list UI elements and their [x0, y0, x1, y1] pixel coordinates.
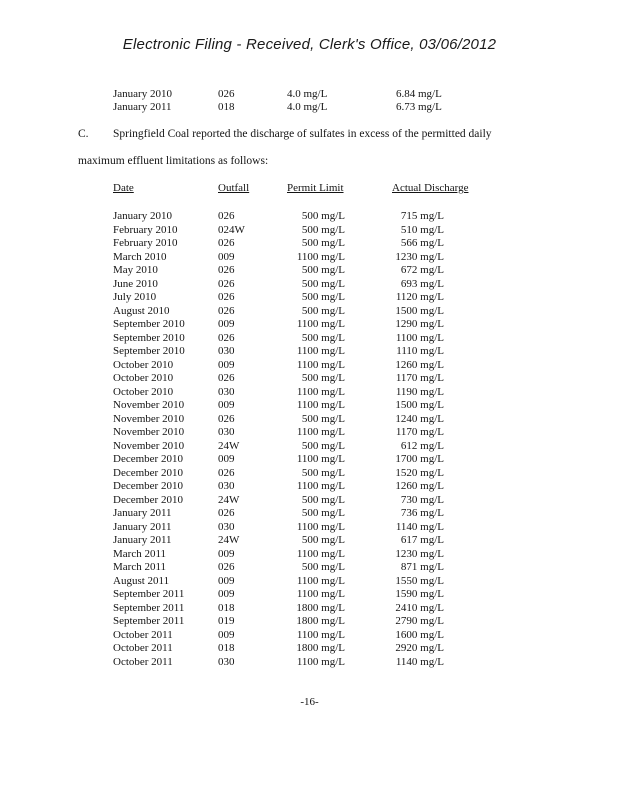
table-cell-actual: 1550 mg/L: [395, 575, 444, 587]
table-cell-outfall: 026: [218, 305, 235, 317]
table-cell-limit: 1100 mg/L: [296, 426, 345, 438]
table-cell-outfall: 009: [218, 548, 235, 560]
table-cell-actual: 693 mg/L: [400, 278, 444, 290]
table-cell-date: March 2010: [113, 251, 167, 263]
table-cell-date: February 2010: [113, 224, 178, 236]
table-cell-limit: 1100 mg/L: [296, 359, 345, 371]
table-cell-outfall: 009: [218, 453, 235, 465]
table-cell-limit: 500 mg/L: [301, 264, 345, 276]
table-cell-date: September 2010: [113, 345, 185, 357]
table-cell-limit: 500 mg/L: [301, 305, 345, 317]
table-cell-date: January 2010: [113, 88, 172, 100]
table-cell-limit: 4.0 mg/L: [287, 88, 328, 100]
table-cell-limit: 1100 mg/L: [296, 386, 345, 398]
table-cell-actual: 1110 mg/L: [396, 345, 444, 357]
table-cell-actual: 1140 mg/L: [395, 521, 444, 533]
table-cell-date: October 2010: [113, 359, 174, 371]
table-cell-actual: 736 mg/L: [400, 507, 444, 519]
column-header-limit: Permit Limit: [287, 182, 344, 194]
table-cell-date: March 2011: [113, 561, 167, 573]
table-cell-date: November 2010: [113, 440, 185, 452]
table-cell-outfall: 009: [218, 251, 235, 263]
table-cell-date: September 2011: [113, 588, 185, 600]
table-cell-outfall: 030: [218, 656, 235, 668]
table-cell-outfall: 026: [218, 467, 235, 479]
table-cell-actual: 1120 mg/L: [395, 291, 444, 303]
table-cell-actual: 672 mg/L: [400, 264, 444, 276]
table-cell-actual: 1260 mg/L: [395, 480, 444, 492]
table-cell-outfall: 030: [218, 480, 235, 492]
table-cell-limit: 500 mg/L: [301, 291, 345, 303]
table-cell-limit: 1100 mg/L: [296, 588, 345, 600]
table-cell-actual: 1500 mg/L: [395, 305, 444, 317]
table-cell-limit: 4.0 mg/L: [287, 101, 328, 113]
table-cell-limit: 500 mg/L: [301, 534, 345, 546]
table-cell-actual: 1100 mg/L: [395, 332, 444, 344]
column-header-date: Date: [113, 182, 134, 194]
table-cell-date: December 2010: [113, 467, 183, 479]
table-cell-limit: 1100 mg/L: [296, 251, 345, 263]
table-cell-date: January 2011: [113, 521, 172, 533]
table-cell-actual: 1700 mg/L: [395, 453, 444, 465]
table-cell-actual: 1190 mg/L: [395, 386, 444, 398]
column-header-actual: Actual Discharge: [392, 182, 469, 194]
table-cell-date: October 2011: [113, 642, 173, 654]
table-cell-actual: 1290 mg/L: [395, 318, 444, 330]
table-cell-limit: 1100 mg/L: [296, 480, 345, 492]
table-cell-actual: 6.84 mg/L: [396, 88, 442, 100]
paragraph-label: C.: [78, 128, 89, 140]
table-cell-outfall: 026: [218, 372, 235, 384]
table-cell-outfall: 026: [218, 291, 235, 303]
table-cell-outfall: 018: [218, 602, 235, 614]
table-cell-outfall: 24W: [218, 534, 240, 546]
table-cell-outfall: 018: [218, 101, 235, 113]
table-cell-limit: 500 mg/L: [301, 224, 345, 236]
table-cell-actual: 2920 mg/L: [395, 642, 444, 654]
table-cell-limit: 1100 mg/L: [296, 453, 345, 465]
table-cell-outfall: 026: [218, 237, 235, 249]
table-cell-date: May 2010: [113, 264, 158, 276]
table-cell-limit: 1100 mg/L: [296, 548, 345, 560]
table-cell-limit: 1800 mg/L: [296, 642, 345, 654]
table-cell-actual: 1170 mg/L: [395, 372, 444, 384]
table-cell-outfall: 030: [218, 386, 235, 398]
table-cell-outfall: 24W: [218, 440, 240, 452]
table-cell-date: August 2010: [113, 305, 170, 317]
table-cell-limit: 1100 mg/L: [296, 345, 345, 357]
table-cell-outfall: 026: [218, 507, 235, 519]
table-cell-outfall: 026: [218, 561, 235, 573]
table-cell-limit: 500 mg/L: [301, 467, 345, 479]
table-cell-outfall: 030: [218, 521, 235, 533]
table-cell-outfall: 24W: [218, 494, 240, 506]
table-cell-actual: 1520 mg/L: [395, 467, 444, 479]
table-cell-outfall: 030: [218, 426, 235, 438]
table-cell-date: September 2011: [113, 602, 185, 614]
table-cell-outfall: 009: [218, 399, 235, 411]
table-cell-outfall: 018: [218, 642, 235, 654]
table-cell-actual: 1600 mg/L: [395, 629, 444, 641]
table-cell-actual: 871 mg/L: [400, 561, 444, 573]
table-cell-limit: 1100 mg/L: [296, 399, 345, 411]
table-cell-actual: 1260 mg/L: [395, 359, 444, 371]
table-cell-actual: 1590 mg/L: [395, 588, 444, 600]
table-cell-outfall: 009: [218, 318, 235, 330]
table-cell-limit: 1100 mg/L: [296, 656, 345, 668]
table-cell-limit: 500 mg/L: [301, 494, 345, 506]
table-cell-date: September 2011: [113, 615, 185, 627]
table-cell-actual: 1230 mg/L: [395, 251, 444, 263]
table-cell-limit: 500 mg/L: [301, 278, 345, 290]
table-cell-limit: 500 mg/L: [301, 440, 345, 452]
page-number: -16-: [300, 696, 319, 708]
table-cell-date: October 2011: [113, 656, 173, 668]
table-cell-actual: 730 mg/L: [400, 494, 444, 506]
table-cell-limit: 500 mg/L: [301, 332, 345, 344]
table-cell-date: October 2010: [113, 372, 174, 384]
table-cell-actual: 566 mg/L: [400, 237, 444, 249]
paragraph-line-2: maximum effluent limitations as follows:: [78, 155, 269, 167]
table-cell-outfall: 030: [218, 345, 235, 357]
table-cell-outfall: 026: [218, 210, 235, 222]
table-cell-outfall: 026: [218, 278, 235, 290]
table-cell-limit: 1800 mg/L: [296, 602, 345, 614]
table-cell-date: November 2010: [113, 399, 185, 411]
table-cell-date: October 2011: [113, 629, 173, 641]
table-cell-limit: 1100 mg/L: [296, 575, 345, 587]
table-cell-actual: 1230 mg/L: [395, 548, 444, 560]
table-cell-date: November 2010: [113, 426, 185, 438]
table-cell-outfall: 019: [218, 615, 235, 627]
table-cell-outfall: 026: [218, 264, 235, 276]
table-cell-date: February 2010: [113, 237, 178, 249]
table-cell-limit: 1800 mg/L: [296, 615, 345, 627]
table-cell-outfall: 026: [218, 88, 235, 100]
table-cell-actual: 6.73 mg/L: [396, 101, 442, 113]
table-cell-limit: 1100 mg/L: [296, 629, 345, 641]
table-cell-date: October 2010: [113, 386, 174, 398]
table-cell-limit: 500 mg/L: [301, 561, 345, 573]
table-cell-outfall: 026: [218, 332, 235, 344]
table-cell-actual: 1140 mg/L: [395, 656, 444, 668]
table-cell-limit: 500 mg/L: [301, 507, 345, 519]
table-cell-date: December 2010: [113, 480, 183, 492]
table-cell-limit: 1100 mg/L: [296, 318, 345, 330]
table-cell-actual: 612 mg/L: [400, 440, 444, 452]
table-cell-date: January 2010: [113, 210, 172, 222]
table-cell-limit: 500 mg/L: [301, 210, 345, 222]
table-cell-outfall: 009: [218, 359, 235, 371]
table-cell-actual: 2410 mg/L: [395, 602, 444, 614]
table-cell-limit: 500 mg/L: [301, 413, 345, 425]
table-cell-limit: 1100 mg/L: [296, 521, 345, 533]
table-cell-outfall: 009: [218, 629, 235, 641]
table-cell-date: March 2011: [113, 548, 167, 560]
table-cell-outfall: 026: [218, 413, 235, 425]
table-cell-actual: 510 mg/L: [400, 224, 444, 236]
table-cell-actual: 1170 mg/L: [395, 426, 444, 438]
table-cell-limit: 500 mg/L: [301, 372, 345, 384]
table-cell-actual: 1500 mg/L: [395, 399, 444, 411]
table-cell-actual: 617 mg/L: [400, 534, 444, 546]
table-cell-date: December 2010: [113, 453, 183, 465]
column-header-outfall: Outfall: [218, 182, 250, 194]
table-cell-date: September 2010: [113, 318, 185, 330]
table-cell-date: December 2010: [113, 494, 183, 506]
table-cell-date: January 2011: [113, 101, 172, 113]
filing-header: Electronic Filing - Received, Clerk's Office, 03/06/2012: [122, 36, 497, 53]
table-cell-date: July 2010: [113, 291, 157, 303]
paragraph-line-1: Springfield Coal reported the discharge of sulfates in excess of the permitted daily: [113, 128, 492, 140]
table-cell-outfall: 024W: [218, 224, 245, 236]
table-cell-actual: 1240 mg/L: [395, 413, 444, 425]
table-cell-date: June 2010: [113, 278, 158, 290]
table-cell-date: September 2010: [113, 332, 185, 344]
table-cell-limit: 500 mg/L: [301, 237, 345, 249]
table-cell-actual: 715 mg/L: [400, 210, 444, 222]
table-cell-actual: 2790 mg/L: [395, 615, 444, 627]
table-cell-date: January 2011: [113, 534, 172, 546]
table-cell-outfall: 009: [218, 575, 235, 587]
table-cell-date: August 2011: [113, 575, 170, 587]
table-cell-outfall: 009: [218, 588, 235, 600]
table-cell-date: January 2011: [113, 507, 172, 519]
table-cell-date: November 2010: [113, 413, 185, 425]
